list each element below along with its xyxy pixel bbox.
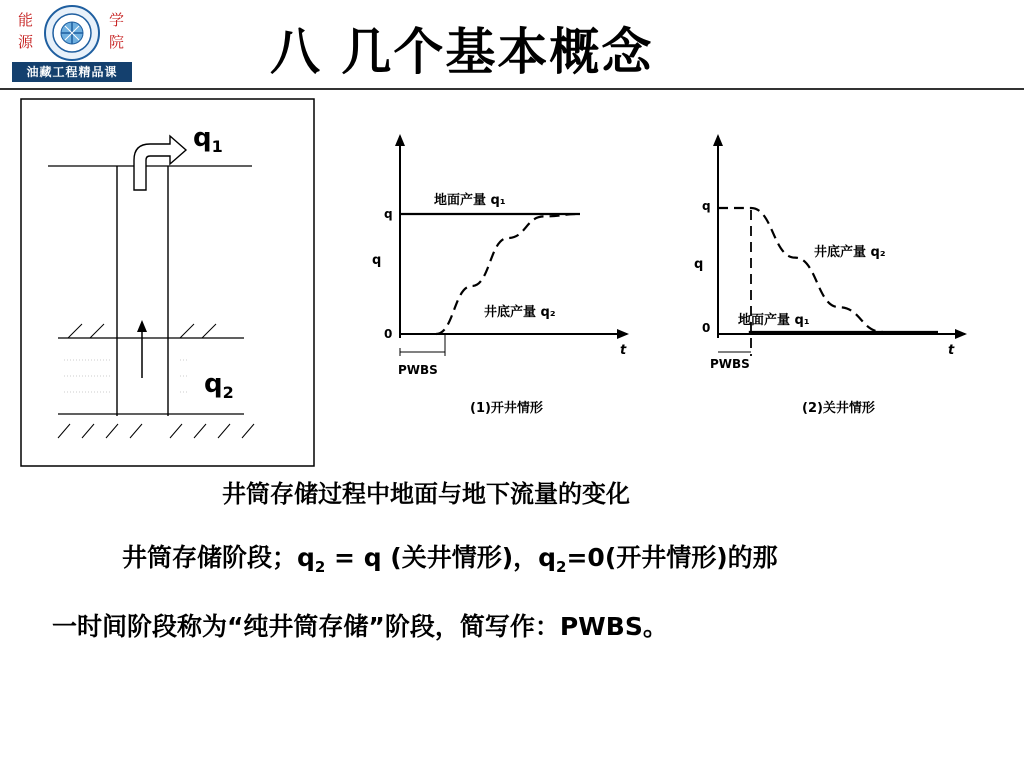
zero-tick-label: 0 (384, 327, 393, 341)
university-emblem-icon (43, 4, 101, 62)
page-title: 八 几个基本概念 (270, 23, 654, 81)
logo-char: 能 (18, 11, 34, 29)
q-tick-label: q (702, 199, 711, 213)
wellbore-diagram (20, 98, 316, 468)
y-axis-label: q (694, 257, 704, 272)
zero-tick-label: 0 (702, 321, 711, 335)
logo (12, 4, 132, 82)
series-label: 井底产量 q₂ (484, 305, 556, 320)
q-tick-label: q (384, 207, 393, 221)
x-axis-arrow-icon (955, 329, 967, 339)
y-axis-arrow-icon (713, 134, 723, 146)
shut-in-chart (680, 128, 970, 428)
title-divider (0, 88, 1024, 90)
series-label: 井底产量 q₂ (814, 245, 886, 260)
x-axis-label: t (620, 343, 627, 358)
definition-line-2: 一时间阶段称为“纯井筒存储”阶段，简写作：PWBS。 (52, 612, 668, 641)
q1-label: $q_1$ (193, 123, 223, 156)
figure-caption: 井筒存储过程中地面与地下流量的变化 (222, 480, 630, 508)
y-axis-arrow-icon (395, 134, 405, 146)
series-label: 地面产量 q₁ (738, 313, 810, 328)
logo-char: 院 (109, 33, 125, 51)
open-well-chart (362, 128, 642, 428)
pwbs-label: PWBS (398, 363, 438, 377)
chart-caption: (2)关井情形 (802, 401, 875, 416)
x-axis-arrow-icon (617, 329, 629, 339)
q2-label: $q_2$ (204, 369, 234, 402)
logo-char: 源 (18, 33, 34, 51)
logo-char: 学 (109, 11, 125, 29)
series-label: 地面产量 q₁ (434, 193, 506, 208)
chart-caption: (1)开井情形 (470, 401, 543, 416)
definition-line-1: 井筒存储阶段；$q_2 = q$ (关井情形)，$q_2=0$(开井情形)的那 (122, 543, 778, 576)
x-axis-label: t (948, 343, 955, 358)
y-axis-label: q (372, 253, 382, 268)
pwbs-label: PWBS (710, 357, 750, 371)
logo-banner: 油藏工程精品课 (12, 62, 132, 82)
